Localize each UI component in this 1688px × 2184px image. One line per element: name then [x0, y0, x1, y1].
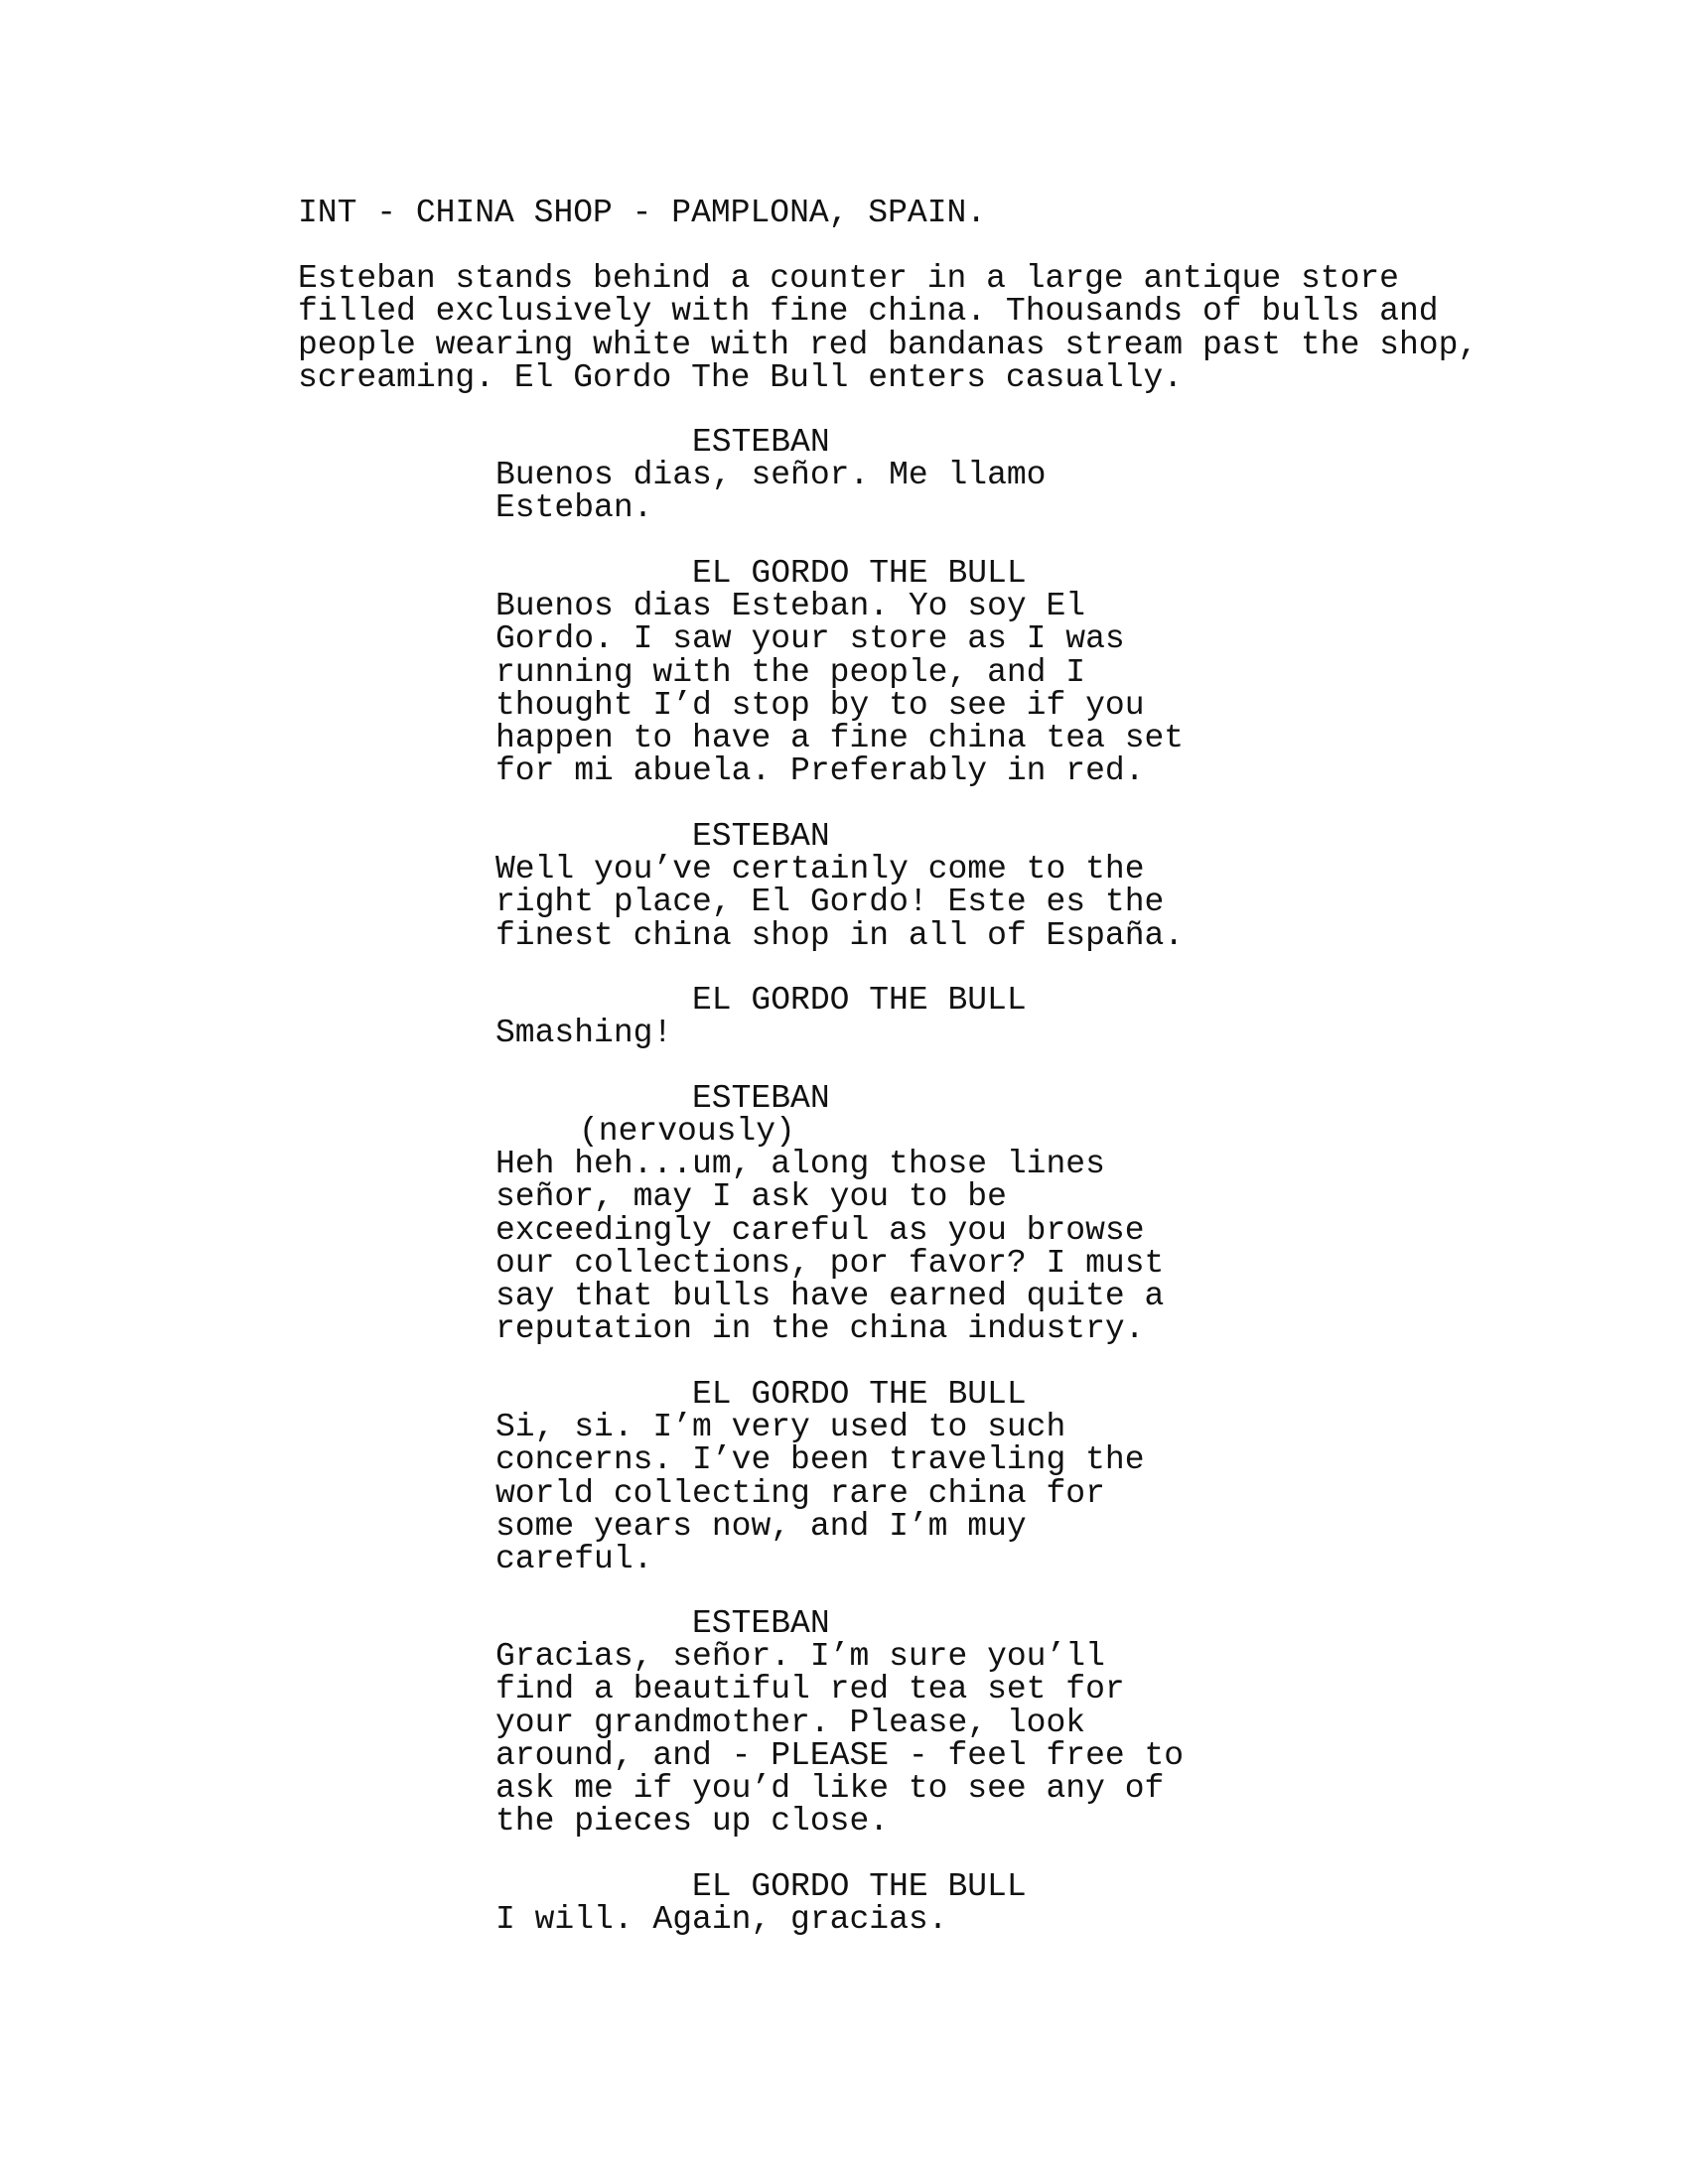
character-name: ESTEBAN	[692, 424, 830, 461]
character-name: ESTEBAN	[692, 818, 830, 855]
character-name: EL GORDO THE BULL	[692, 1868, 1027, 1905]
dialogue-lines: Gracias, señor. I’m sure you’ll find a beautiful red tea set for your grandmother. Please, look around, and - PLEASE - feel free to ask me if you’d like to see any of the pieces up close.	[495, 1638, 1185, 1841]
dialogue-lines: I will. Again, gracias.	[495, 1901, 948, 1938]
dialogue-lines: Smashing!	[495, 1015, 673, 1051]
dialogue-lines: Si, si. I’m very used to such concerns. I’ve been traveling the world collecting rare china for some years now, and I’m muy careful.	[495, 1409, 1145, 1578]
scene-heading: INT - CHINA SHOP - PAMPLONA, SPAIN.	[298, 195, 987, 231]
dialogue-lines: Well you’ve certainly come to the right place, El Gordo! Este es the finest china shop in all of España.	[495, 851, 1185, 954]
parenthetical: (nervously)	[579, 1113, 795, 1150]
action-paragraph: Esteban stands behind a counter in a large antique store filled exclusively with fine china. Thousands of bulls and people wearing white with red bandanas stream past the shop, screaming. El Gordo The Bull enters casually.	[298, 260, 1478, 396]
character-name: ESTEBAN	[692, 1605, 830, 1642]
dialogue-lines: Buenos dias Esteban. Yo soy El Gordo. I saw your store as I was running with the people, and I thought I’d stop by to see if you happen to have a fine china tea set for mi abuela. Preferably in red.	[495, 588, 1185, 790]
dialogue-lines: Buenos dias, señor. Me llamo Esteban.	[495, 457, 1047, 527]
character-name: EL GORDO THE BULL	[692, 1376, 1027, 1413]
character-name: ESTEBAN	[692, 1080, 830, 1117]
dialogue-lines: Heh heh...um, along those lines señor, may I ask you to be exceedingly careful as you browse our collections, por favor? I must say that bulls have earned quite a reputation in the china industry.	[495, 1146, 1165, 1348]
character-name: EL GORDO THE BULL	[692, 982, 1027, 1019]
character-name: EL GORDO THE BULL	[692, 555, 1027, 592]
